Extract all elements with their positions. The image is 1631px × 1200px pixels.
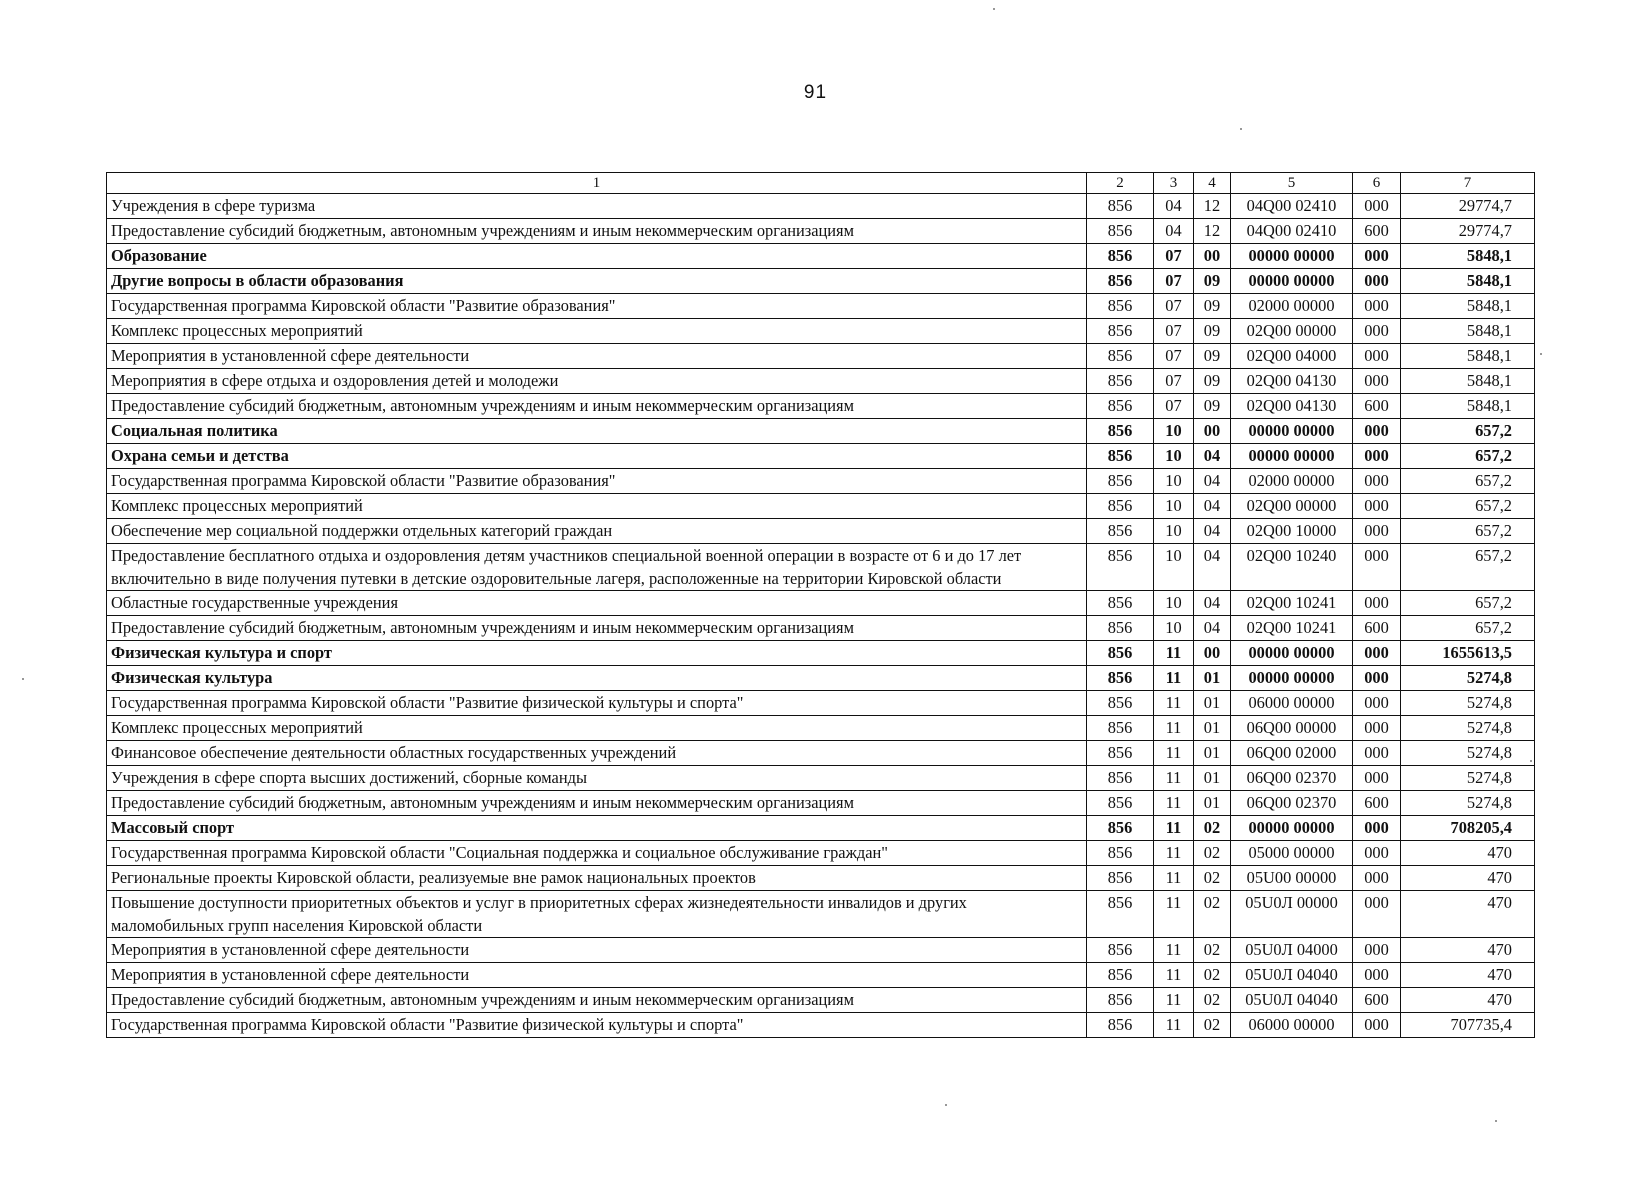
subsection-code-cell: 01 — [1194, 666, 1231, 691]
target-article-cell: 00000 00000 — [1231, 444, 1353, 469]
row-name-cell: Другие вопросы в области образования — [107, 269, 1087, 294]
row-name-cell: Государственная программа Кировской области "Развитие образования" — [107, 469, 1087, 494]
amount-cell: 708205,4 — [1401, 816, 1535, 841]
table-row — [107, 963, 1535, 988]
target-article-cell: 05U0Л 04000 — [1231, 938, 1353, 963]
chapter-code-cell: 856 — [1087, 641, 1154, 666]
section-code-cell: 10 — [1154, 616, 1194, 641]
amount-cell: 657,2 — [1401, 419, 1535, 444]
scan-speck — [1540, 353, 1542, 355]
target-article-cell: 06Q00 02370 — [1231, 791, 1353, 816]
target-article-cell: 02Q00 04130 — [1231, 394, 1353, 419]
table-row — [107, 394, 1535, 419]
target-article-cell: 02000 00000 — [1231, 469, 1353, 494]
section-code-cell: 10 — [1154, 591, 1194, 616]
target-article-cell: 05U0Л 04040 — [1231, 988, 1353, 1013]
subsection-code-cell: 02 — [1194, 891, 1231, 938]
subsection-code-cell: 00 — [1194, 419, 1231, 444]
table-row — [107, 244, 1535, 269]
table-row — [107, 469, 1535, 494]
row-name-cell: Мероприятия в установленной сфере деятельности — [107, 938, 1087, 963]
amount-cell: 470 — [1401, 866, 1535, 891]
row-name-cell: Предоставление субсидий бюджетным, автономным учреждениям и иным некоммерческим организациям — [107, 988, 1087, 1013]
chapter-code-cell: 856 — [1087, 444, 1154, 469]
row-name-cell: Массовый спорт — [107, 816, 1087, 841]
row-name-cell: Региональные проекты Кировской области, реализуемые вне рамок национальных проектов — [107, 866, 1087, 891]
section-code-cell: 04 — [1154, 219, 1194, 244]
chapter-code-cell: 856 — [1087, 816, 1154, 841]
row-name-cell: Мероприятия в установленной сфере деятельности — [107, 344, 1087, 369]
expense-type-cell: 000 — [1353, 419, 1401, 444]
chapter-code-cell: 856 — [1087, 394, 1154, 419]
chapter-code-cell: 856 — [1087, 741, 1154, 766]
row-name-cell: Учреждения в сфере туризма — [107, 194, 1087, 219]
amount-cell: 470 — [1401, 891, 1535, 938]
chapter-code-cell: 856 — [1087, 194, 1154, 219]
row-name-cell: Физическая культура и спорт — [107, 641, 1087, 666]
table-row — [107, 344, 1535, 369]
subsection-code-cell: 09 — [1194, 394, 1231, 419]
subsection-code-cell: 02 — [1194, 988, 1231, 1013]
chapter-code-cell: 856 — [1087, 691, 1154, 716]
section-code-cell: 11 — [1154, 666, 1194, 691]
amount-cell: 5274,8 — [1401, 741, 1535, 766]
table-row — [107, 591, 1535, 616]
amount-cell: 5274,8 — [1401, 791, 1535, 816]
amount-cell: 5848,1 — [1401, 294, 1535, 319]
subsection-code-cell: 00 — [1194, 641, 1231, 666]
row-name-cell: Областные государственные учреждения — [107, 591, 1087, 616]
expense-type-cell: 000 — [1353, 319, 1401, 344]
chapter-code-cell: 856 — [1087, 294, 1154, 319]
chapter-code-cell: 856 — [1087, 319, 1154, 344]
amount-cell: 707735,4 — [1401, 1013, 1535, 1038]
expense-type-cell: 000 — [1353, 666, 1401, 691]
section-code-cell: 07 — [1154, 269, 1194, 294]
row-name-cell: Государственная программа Кировской области "Развитие образования" — [107, 294, 1087, 319]
target-article-cell: 02Q00 10240 — [1231, 544, 1353, 591]
section-code-cell: 11 — [1154, 766, 1194, 791]
subsection-code-cell: 09 — [1194, 369, 1231, 394]
section-code-cell: 11 — [1154, 741, 1194, 766]
expense-type-cell: 000 — [1353, 369, 1401, 394]
amount-cell: 5848,1 — [1401, 344, 1535, 369]
column-header: 2 — [1087, 173, 1154, 194]
column-header: 3 — [1154, 173, 1194, 194]
subsection-code-cell: 02 — [1194, 938, 1231, 963]
subsection-code-cell: 09 — [1194, 344, 1231, 369]
expense-type-cell: 000 — [1353, 444, 1401, 469]
row-name-cell: Предоставление субсидий бюджетным, автономным учреждениям и иным некоммерческим организациям — [107, 791, 1087, 816]
amount-cell: 470 — [1401, 841, 1535, 866]
subsection-code-cell: 02 — [1194, 841, 1231, 866]
subsection-code-cell: 00 — [1194, 244, 1231, 269]
expense-type-cell: 600 — [1353, 394, 1401, 419]
amount-cell: 657,2 — [1401, 444, 1535, 469]
section-code-cell: 11 — [1154, 988, 1194, 1013]
target-article-cell: 02Q00 04000 — [1231, 344, 1353, 369]
section-code-cell: 10 — [1154, 544, 1194, 591]
table-row — [107, 419, 1535, 444]
amount-cell: 5274,8 — [1401, 766, 1535, 791]
chapter-code-cell: 856 — [1087, 938, 1154, 963]
section-code-cell: 04 — [1154, 194, 1194, 219]
expense-type-cell: 600 — [1353, 219, 1401, 244]
row-name-cell: Предоставление бесплатного отдыха и оздоровления детям участников специальной военной операции в возрасте от 6 и до 17 лет включительно в виде получения путевки в детские оздоровительные лагеря, расположенные на территории Кировской области — [107, 544, 1087, 591]
subsection-code-cell: 02 — [1194, 963, 1231, 988]
chapter-code-cell: 856 — [1087, 519, 1154, 544]
expense-type-cell: 000 — [1353, 244, 1401, 269]
section-code-cell: 11 — [1154, 716, 1194, 741]
amount-cell: 657,2 — [1401, 544, 1535, 591]
chapter-code-cell: 856 — [1087, 494, 1154, 519]
amount-cell: 657,2 — [1401, 469, 1535, 494]
subsection-code-cell: 04 — [1194, 494, 1231, 519]
column-header: 6 — [1353, 173, 1401, 194]
subsection-code-cell: 02 — [1194, 866, 1231, 891]
expense-type-cell: 000 — [1353, 866, 1401, 891]
table-row — [107, 691, 1535, 716]
table-row — [107, 666, 1535, 691]
section-code-cell: 11 — [1154, 641, 1194, 666]
expense-type-cell: 000 — [1353, 766, 1401, 791]
table-row — [107, 791, 1535, 816]
table-row — [107, 616, 1535, 641]
chapter-code-cell: 856 — [1087, 369, 1154, 394]
table-row — [107, 444, 1535, 469]
row-name-cell: Комплекс процессных мероприятий — [107, 716, 1087, 741]
expense-type-cell: 000 — [1353, 294, 1401, 319]
chapter-code-cell: 856 — [1087, 219, 1154, 244]
section-code-cell: 11 — [1154, 1013, 1194, 1038]
scan-speck — [993, 8, 995, 10]
page-number: 91 — [803, 82, 828, 103]
subsection-code-cell: 02 — [1194, 816, 1231, 841]
chapter-code-cell: 856 — [1087, 269, 1154, 294]
row-name-cell: Физическая культура — [107, 666, 1087, 691]
section-code-cell: 07 — [1154, 244, 1194, 269]
table-body — [107, 194, 1535, 1038]
table-row — [107, 319, 1535, 344]
expense-type-cell: 000 — [1353, 841, 1401, 866]
target-article-cell: 06Q00 02000 — [1231, 741, 1353, 766]
row-name-cell: Комплекс процессных мероприятий — [107, 319, 1087, 344]
row-name-cell: Охрана семьи и детства — [107, 444, 1087, 469]
chapter-code-cell: 856 — [1087, 841, 1154, 866]
scan-speck — [1530, 760, 1532, 762]
target-article-cell: 05U0Л 04040 — [1231, 963, 1353, 988]
expense-type-cell: 600 — [1353, 616, 1401, 641]
section-code-cell: 11 — [1154, 841, 1194, 866]
amount-cell: 470 — [1401, 963, 1535, 988]
amount-cell: 5274,8 — [1401, 691, 1535, 716]
section-code-cell: 10 — [1154, 444, 1194, 469]
section-code-cell: 11 — [1154, 866, 1194, 891]
target-article-cell: 05U0Л 00000 — [1231, 891, 1353, 938]
subsection-code-cell: 04 — [1194, 616, 1231, 641]
row-name-cell: Образование — [107, 244, 1087, 269]
subsection-code-cell: 09 — [1194, 294, 1231, 319]
chapter-code-cell: 856 — [1087, 344, 1154, 369]
target-article-cell: 02Q00 00000 — [1231, 494, 1353, 519]
expense-type-cell: 000 — [1353, 938, 1401, 963]
expense-type-cell: 600 — [1353, 791, 1401, 816]
row-name-cell: Комплекс процессных мероприятий — [107, 494, 1087, 519]
section-code-cell: 10 — [1154, 519, 1194, 544]
target-article-cell: 00000 00000 — [1231, 641, 1353, 666]
row-name-cell: Мероприятия в сфере отдыха и оздоровления детей и молодежи — [107, 369, 1087, 394]
section-code-cell: 07 — [1154, 294, 1194, 319]
chapter-code-cell: 856 — [1087, 963, 1154, 988]
section-code-cell: 07 — [1154, 344, 1194, 369]
table-row — [107, 294, 1535, 319]
amount-cell: 5848,1 — [1401, 394, 1535, 419]
scan-speck — [22, 678, 24, 680]
subsection-code-cell: 04 — [1194, 444, 1231, 469]
amount-cell: 657,2 — [1401, 519, 1535, 544]
target-article-cell: 05U00 00000 — [1231, 866, 1353, 891]
amount-cell: 5848,1 — [1401, 369, 1535, 394]
section-code-cell: 07 — [1154, 319, 1194, 344]
section-code-cell: 11 — [1154, 891, 1194, 938]
expense-type-cell: 000 — [1353, 544, 1401, 591]
section-code-cell: 11 — [1154, 938, 1194, 963]
target-article-cell: 00000 00000 — [1231, 419, 1353, 444]
table-row — [107, 641, 1535, 666]
column-header: 7 — [1401, 173, 1535, 194]
row-name-cell: Государственная программа Кировской области "Развитие физической культуры и спорта" — [107, 691, 1087, 716]
chapter-code-cell: 856 — [1087, 891, 1154, 938]
target-article-cell: 00000 00000 — [1231, 666, 1353, 691]
row-name-cell: Обеспечение мер социальной поддержки отдельных категорий граждан — [107, 519, 1087, 544]
row-name-cell: Социальная политика — [107, 419, 1087, 444]
table-row — [107, 1013, 1535, 1038]
row-name-cell: Учреждения в сфере спорта высших достижений, сборные команды — [107, 766, 1087, 791]
section-code-cell: 10 — [1154, 419, 1194, 444]
target-article-cell: 00000 00000 — [1231, 269, 1353, 294]
row-name-cell: Государственная программа Кировской области "Социальная поддержка и социальное обслуживание граждан" — [107, 841, 1087, 866]
subsection-code-cell: 09 — [1194, 269, 1231, 294]
expense-type-cell: 000 — [1353, 963, 1401, 988]
expense-type-cell: 000 — [1353, 891, 1401, 938]
target-article-cell: 04Q00 02410 — [1231, 194, 1353, 219]
expense-type-cell: 000 — [1353, 741, 1401, 766]
expense-type-cell: 000 — [1353, 194, 1401, 219]
subsection-code-cell: 01 — [1194, 766, 1231, 791]
expense-type-cell: 000 — [1353, 716, 1401, 741]
table-row — [107, 938, 1535, 963]
chapter-code-cell: 856 — [1087, 616, 1154, 641]
amount-cell: 5274,8 — [1401, 716, 1535, 741]
budget-table — [106, 172, 1535, 1038]
row-name-cell: Мероприятия в установленной сфере деятельности — [107, 963, 1087, 988]
table-row — [107, 866, 1535, 891]
table-header-row — [107, 173, 1535, 194]
table-row — [107, 766, 1535, 791]
target-article-cell: 02Q00 10241 — [1231, 591, 1353, 616]
amount-cell: 29774,7 — [1401, 219, 1535, 244]
chapter-code-cell: 856 — [1087, 544, 1154, 591]
expense-type-cell: 000 — [1353, 269, 1401, 294]
table-row — [107, 816, 1535, 841]
expense-type-cell: 000 — [1353, 591, 1401, 616]
table-row — [107, 494, 1535, 519]
expense-type-cell: 000 — [1353, 816, 1401, 841]
target-article-cell: 06000 00000 — [1231, 1013, 1353, 1038]
table-row — [107, 519, 1535, 544]
target-article-cell: 00000 00000 — [1231, 244, 1353, 269]
scan-speck — [1240, 128, 1242, 130]
target-article-cell: 04Q00 02410 — [1231, 219, 1353, 244]
section-code-cell: 11 — [1154, 691, 1194, 716]
subsection-code-cell: 01 — [1194, 691, 1231, 716]
subsection-code-cell: 01 — [1194, 741, 1231, 766]
target-article-cell: 06Q00 00000 — [1231, 716, 1353, 741]
amount-cell: 657,2 — [1401, 616, 1535, 641]
amount-cell: 1655613,5 — [1401, 641, 1535, 666]
expense-type-cell: 000 — [1353, 519, 1401, 544]
row-name-cell: Государственная программа Кировской области "Развитие физической культуры и спорта" — [107, 1013, 1087, 1038]
subsection-code-cell: 04 — [1194, 519, 1231, 544]
column-header: 4 — [1194, 173, 1231, 194]
chapter-code-cell: 856 — [1087, 591, 1154, 616]
column-header: 5 — [1231, 173, 1353, 194]
target-article-cell: 02000 00000 — [1231, 294, 1353, 319]
subsection-code-cell: 04 — [1194, 591, 1231, 616]
chapter-code-cell: 856 — [1087, 244, 1154, 269]
expense-type-cell: 000 — [1353, 344, 1401, 369]
amount-cell: 5848,1 — [1401, 319, 1535, 344]
expense-type-cell: 000 — [1353, 1013, 1401, 1038]
chapter-code-cell: 856 — [1087, 988, 1154, 1013]
table-row — [107, 988, 1535, 1013]
target-article-cell: 02Q00 10241 — [1231, 616, 1353, 641]
table-row — [107, 741, 1535, 766]
scan-speck — [945, 1104, 947, 1106]
subsection-code-cell: 01 — [1194, 791, 1231, 816]
chapter-code-cell: 856 — [1087, 766, 1154, 791]
subsection-code-cell: 01 — [1194, 716, 1231, 741]
subsection-code-cell: 12 — [1194, 194, 1231, 219]
section-code-cell: 11 — [1154, 963, 1194, 988]
table-row — [107, 369, 1535, 394]
section-code-cell: 11 — [1154, 816, 1194, 841]
table-row — [107, 219, 1535, 244]
chapter-code-cell: 856 — [1087, 469, 1154, 494]
section-code-cell: 11 — [1154, 791, 1194, 816]
row-name-cell: Предоставление субсидий бюджетным, автономным учреждениям и иным некоммерческим организациям — [107, 616, 1087, 641]
table-row — [107, 544, 1535, 591]
scan-speck — [1495, 1120, 1497, 1122]
amount-cell: 470 — [1401, 988, 1535, 1013]
subsection-code-cell: 04 — [1194, 469, 1231, 494]
chapter-code-cell: 856 — [1087, 419, 1154, 444]
row-name-cell: Предоставление субсидий бюджетным, автономным учреждениям и иным некоммерческим организациям — [107, 219, 1087, 244]
chapter-code-cell: 856 — [1087, 866, 1154, 891]
subsection-code-cell: 04 — [1194, 544, 1231, 591]
amount-cell: 657,2 — [1401, 494, 1535, 519]
table-row — [107, 841, 1535, 866]
amount-cell: 5848,1 — [1401, 269, 1535, 294]
subsection-code-cell: 12 — [1194, 219, 1231, 244]
column-header: 1 — [107, 173, 1087, 194]
chapter-code-cell: 856 — [1087, 791, 1154, 816]
expense-type-cell: 000 — [1353, 641, 1401, 666]
table-row — [107, 194, 1535, 219]
row-name-cell: Финансовое обеспечение деятельности областных государственных учреждений — [107, 741, 1087, 766]
expense-type-cell: 000 — [1353, 494, 1401, 519]
target-article-cell: 06Q00 02370 — [1231, 766, 1353, 791]
subsection-code-cell: 09 — [1194, 319, 1231, 344]
table-row — [107, 269, 1535, 294]
amount-cell: 470 — [1401, 938, 1535, 963]
expense-type-cell: 600 — [1353, 988, 1401, 1013]
expense-type-cell: 000 — [1353, 691, 1401, 716]
amount-cell: 5274,8 — [1401, 666, 1535, 691]
target-article-cell: 02Q00 00000 — [1231, 319, 1353, 344]
section-code-cell: 10 — [1154, 469, 1194, 494]
chapter-code-cell: 856 — [1087, 716, 1154, 741]
target-article-cell: 02Q00 04130 — [1231, 369, 1353, 394]
target-article-cell: 05000 00000 — [1231, 841, 1353, 866]
section-code-cell: 07 — [1154, 369, 1194, 394]
target-article-cell: 00000 00000 — [1231, 816, 1353, 841]
table-row — [107, 891, 1535, 938]
table-row — [107, 716, 1535, 741]
section-code-cell: 10 — [1154, 494, 1194, 519]
chapter-code-cell: 856 — [1087, 666, 1154, 691]
amount-cell: 657,2 — [1401, 591, 1535, 616]
amount-cell: 5848,1 — [1401, 244, 1535, 269]
section-code-cell: 07 — [1154, 394, 1194, 419]
row-name-cell: Предоставление субсидий бюджетным, автономным учреждениям и иным некоммерческим организациям — [107, 394, 1087, 419]
expense-type-cell: 000 — [1353, 469, 1401, 494]
target-article-cell: 02Q00 10000 — [1231, 519, 1353, 544]
target-article-cell: 06000 00000 — [1231, 691, 1353, 716]
chapter-code-cell: 856 — [1087, 1013, 1154, 1038]
subsection-code-cell: 02 — [1194, 1013, 1231, 1038]
amount-cell: 29774,7 — [1401, 194, 1535, 219]
row-name-cell: Повышение доступности приоритетных объектов и услуг в приоритетных сферах жизнедеятельности инвалидов и других маломобильных групп населения Кировской области — [107, 891, 1087, 938]
